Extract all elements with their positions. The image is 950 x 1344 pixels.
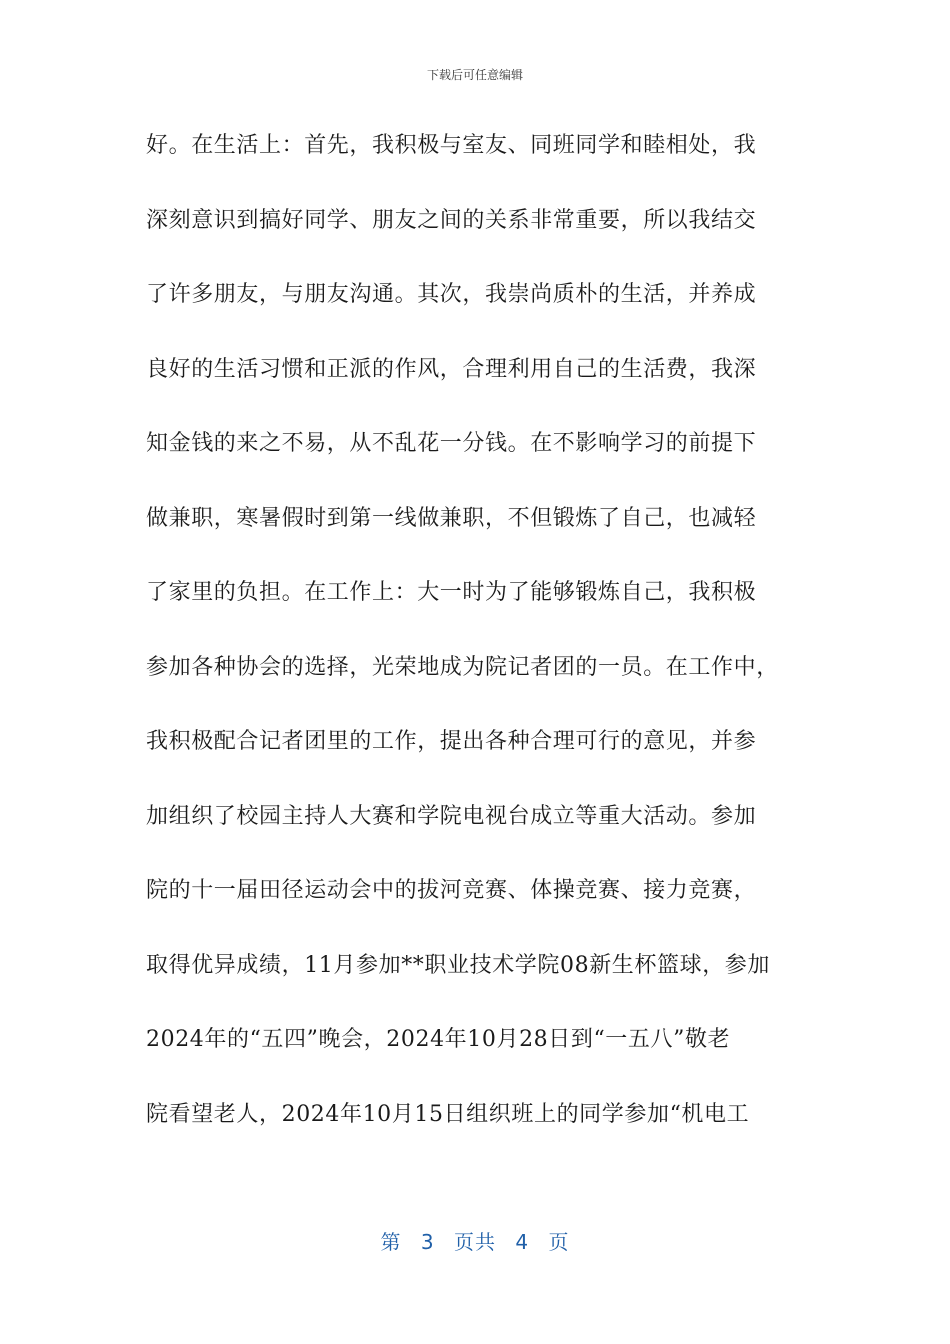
text-line-1: 好。在生活上：首先，我积极与室友、同班同学和睦相处，我	[146, 133, 757, 158]
text-line-8: 参加各种协会的选择，光荣地成为院记者团的一员。在工作中，	[146, 654, 779, 680]
text-line-7: 了家里的负担。在工作上：大一时为了能够锻炼自己，我积极	[146, 580, 757, 605]
body-text	[146, 118, 806, 1161]
text-line-14: 院看望老人，2024年10月15日组织班上的同学参加“机电工	[146, 1101, 750, 1127]
text-line-4: 良好的生活习惯和正派的作风，合理利用自己的生活费，我深	[146, 356, 757, 382]
footer-total-pages: 4	[515, 1230, 530, 1254]
text-line-12: 取得优异成绩，11月参加**职业技术学院08新生杯篮球，参加	[146, 952, 770, 978]
footer-current-page: 3	[420, 1230, 435, 1254]
text-line-3: 了许多朋友，与朋友沟通。其次，我崇尚质朴的生活，并养成	[146, 282, 757, 307]
text-line-5: 知金钱的来之不易，从不乱花一分钱。在不影响学习的前提下	[146, 431, 757, 456]
page-footer	[0, 1226, 950, 1255]
footer-suffix: 页	[548, 1230, 570, 1254]
text-line-13: 2024年的“五四”晚会，2024年10月28日到“一五八”敬老	[146, 1027, 731, 1052]
text-line-6: 做兼职，寒暑假时到第一线做兼职，不但锻炼了自己，也减轻	[146, 505, 757, 531]
text-line-2: 深刻意识到搞好同学、朋友之间的关系非常重要，所以我结交	[146, 207, 757, 233]
footer-middle: 页共	[454, 1230, 496, 1254]
footer-prefix: 第	[380, 1230, 402, 1254]
text-line-10: 加组织了校园主持人大赛和学院电视台成立等重大活动。参加	[146, 803, 757, 829]
text-line-11: 院的十一届田径运动会中的拔河竞赛、体操竞赛、接力竞赛，	[146, 878, 757, 903]
text-line-9: 我积极配合记者团里的工作，提出各种合理可行的意见，并参	[146, 729, 757, 754]
page-header-note: 下载后可任意编辑	[426, 68, 523, 82]
